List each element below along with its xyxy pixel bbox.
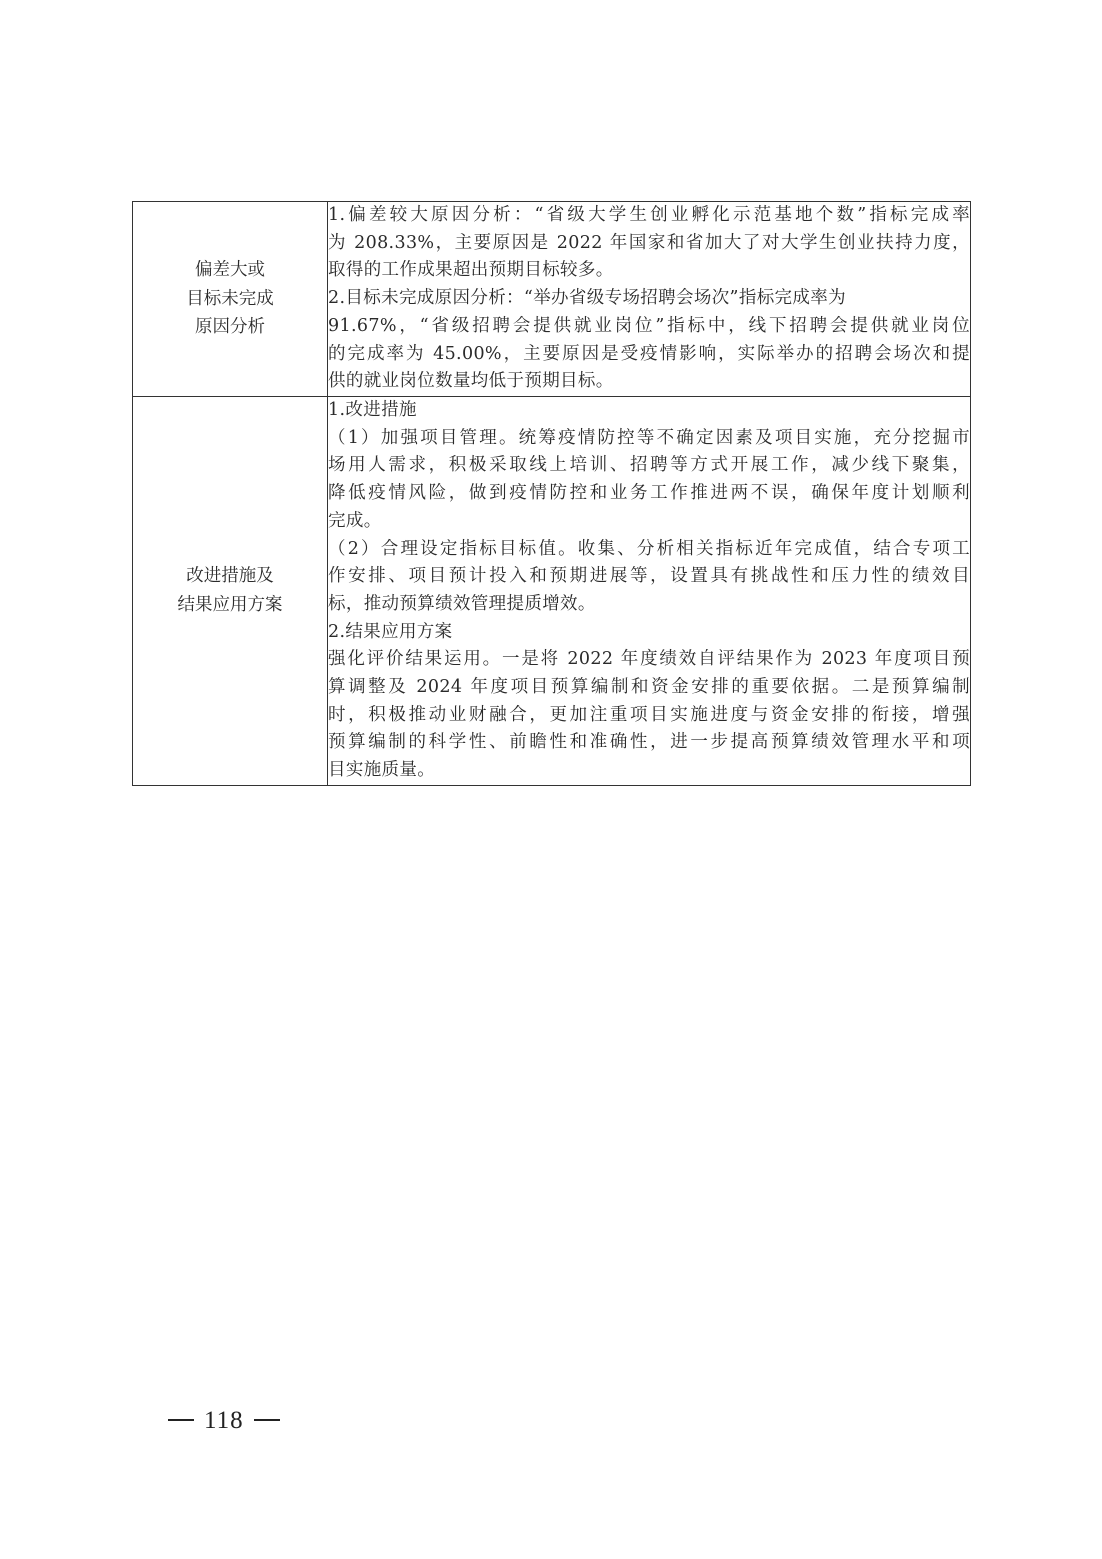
table-row-deviation-analysis bbox=[133, 202, 971, 397]
row-label-line: 结果应用方案 bbox=[177, 594, 283, 615]
content-line: 强化评价结果运用。一是将 2022 年度绩效自评结果作为 2023 年度项目预 bbox=[328, 649, 970, 670]
row-label-line: 改进措施及 bbox=[186, 566, 274, 587]
content-line: 1.偏差较大原因分析：“省级大学生创业孵化示范基地个数”指标完成率 bbox=[328, 205, 970, 225]
content-line: 的完成率为 45.00%，主要原因是受疫情影响，实际举办的招聘会场次和提 bbox=[328, 343, 970, 364]
content-line: 取得的工作成果超出预期目标较多。 bbox=[328, 260, 614, 281]
row-label-line: 原因分析 bbox=[195, 317, 265, 338]
row-label-line: 偏差大或 bbox=[195, 260, 265, 281]
content-line: （1）加强项目管理。统筹疫情防控等不确定因素及项目实施，充分挖掘市 bbox=[328, 427, 970, 448]
content-line: 时，积极推动业财融合，更加注重项目实施进度与资金安排的衔接，增强 bbox=[328, 704, 970, 725]
content-line: 降低疫情风险，做到疫情防控和业务工作推进两不误，确保年度计划顺利 bbox=[328, 483, 970, 504]
dash-decoration bbox=[254, 1419, 280, 1421]
content-line: 1.改进措施 bbox=[328, 400, 417, 420]
evaluation-table bbox=[132, 201, 971, 786]
row-label-line: 目标未完成 bbox=[186, 288, 274, 309]
table-row-improvement-measures bbox=[133, 396, 971, 785]
row-content-deviation-analysis bbox=[328, 202, 971, 397]
content-line: 目实施质量。 bbox=[328, 760, 436, 781]
content-line: 作安排、项目预计投入和预期进展等，设置具有挑战性和压力性的绩效目 bbox=[328, 566, 970, 587]
content-line: 标，推动预算绩效管理提质增效。 bbox=[328, 593, 596, 614]
content-line: 供的就业岗位数量均低于预期目标。 bbox=[328, 371, 614, 392]
page-number: 118 bbox=[204, 1407, 244, 1434]
dash-decoration bbox=[168, 1419, 194, 1421]
content-line: 2.结果应用方案 bbox=[328, 621, 453, 642]
row-label-improvement-measures bbox=[133, 396, 328, 785]
content-line: 场用人需求，积极采取线上培训、招聘等方式开展工作，减少线下聚集， bbox=[328, 455, 970, 476]
row-content-improvement-measures bbox=[328, 396, 971, 785]
content-line: 2.目标未完成原因分析：“举办省级专场招聘会场次”指标完成率为 bbox=[328, 288, 846, 309]
content-line: （2）合理设定指标目标值。收集、分析相关指标近年完成值，结合专项工 bbox=[328, 538, 970, 559]
page-footer bbox=[158, 1407, 290, 1435]
row-label-deviation-analysis bbox=[133, 202, 328, 397]
content-line: 算调整及 2024 年度项目预算编制和资金安排的重要依据。二是预算编制 bbox=[328, 677, 970, 698]
content-line: 为 208.33%，主要原因是 2022 年国家和省加大了对大学生创业扶持力度， bbox=[328, 232, 970, 253]
content-line: 预算编制的科学性、前瞻性和准确性，进一步提高预算绩效管理水平和项 bbox=[328, 732, 970, 753]
content-line: 完成。 bbox=[328, 510, 382, 531]
content-line: 91.67%，“省级招聘会提供就业岗位”指标中，线下招聘会提供就业岗位 bbox=[328, 315, 970, 336]
